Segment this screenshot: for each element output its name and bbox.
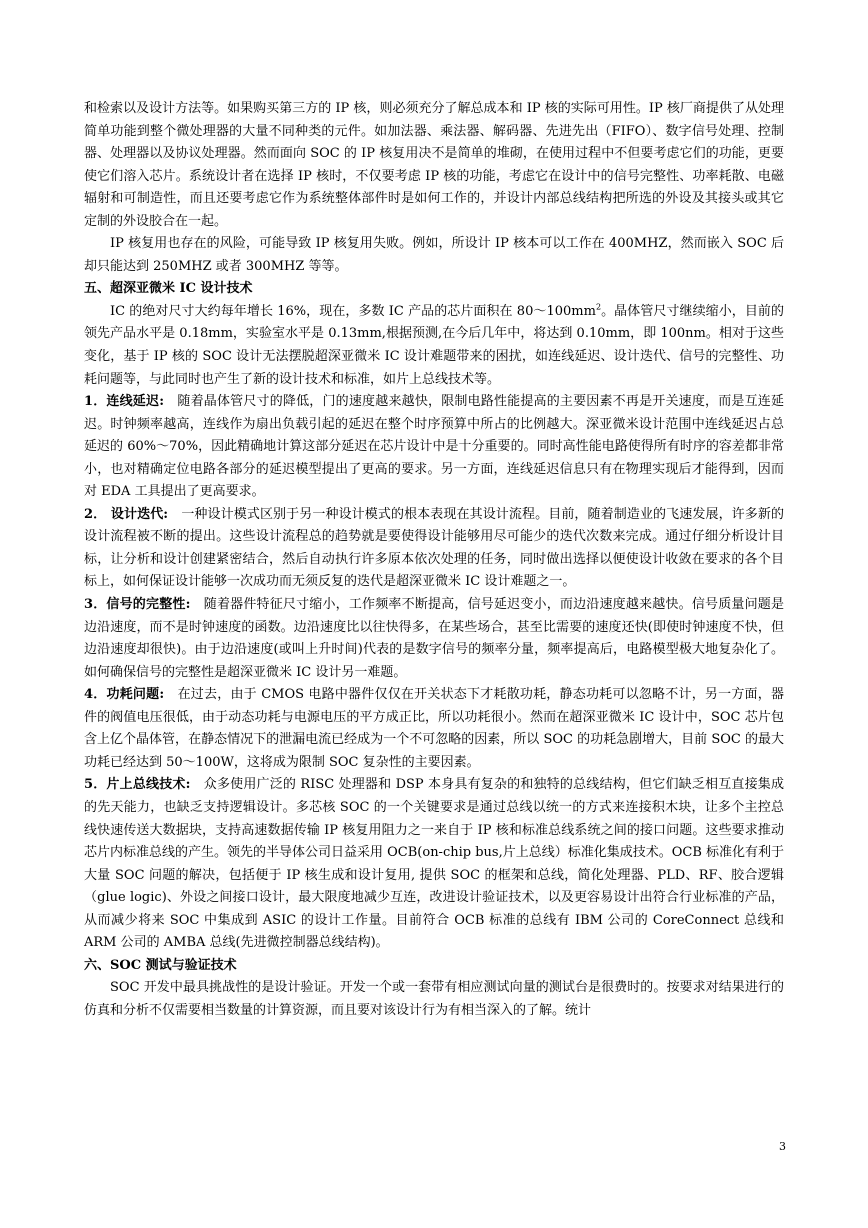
- superscript-2: 2: [595, 302, 602, 312]
- section-heading-5: 五、超深亚微米 IC 设计技术: [84, 281, 253, 297]
- item-signal-integrity: [84, 594, 784, 684]
- item-on-chip-bus: [84, 774, 784, 954]
- item-label: 4．功耗问题:: [84, 687, 165, 703]
- item-design-iteration: [84, 504, 784, 594]
- section-5-intro-text-cont: 。晶体管尺寸继续缩小，目前的领先产品水平是 0.18mm，实验室水平是 0.13mm,根据预测,在今后几年中，将达到 0.10mm，即 100nm。相对于这些变化，基于 IP 核的 SOC 设计无法摆脱超深亚微米 IC 设计难题带来的困扰，如连线延迟、设计迭代、信号的完整性、功耗问题等，与此同时也产生了新的设计技术和标准，如片上总线技术等。: [84, 303, 784, 387]
- item-label: 5．片上总线技术:: [84, 777, 191, 793]
- section-5-intro-text: IC 的绝对尺寸大约每年增长 16%，现在，多数 IC 产品的芯片面积在 80～100mm: [110, 303, 596, 319]
- paragraph-ip-core-risk: IP 核复用也存在的风险，可能导致 IP 核复用失败。例如，所设计 IP 核本可以工作在 400MHZ，然而嵌入 SOC 后却只能达到 250MHZ 或者 300MHZ 等等。: [84, 236, 784, 274]
- item-text: 众多使用广泛的 RISC 处理器和 DSP 本身具有复杂的和独特的总线结构，但它们缺乏相互直接集成的先天能力，也缺乏支持逻辑设计。多芯核 SOC 的一个关键要求是通过总线以统一的方式来连接积木块，让多个主控总线快速传送大数据块，支持高速数据传输 IP 核复用阻力之一来自于 IP 核和标准总线系统之间的接口问题。这些要求推动芯片内标准总线的产生。领先的半导体公司日益采用 OCB(on-chip bus,片上总线）标准化集成技术。OCB 标准化有利于大量 SOC 问题的解决，包括便于 IP 核生成和设计复用, 提供 SOC 的框架和总线，简化处理器、PLD、RF、胶合逻辑（glue logic)、外设之间接口设计，最大限度地减少互连，改进设计验证技术，以及更容易设计出符合行业标准的产品，从而减少将来 SOC 中集成到 ASIC 的设计工作量。目前符合 OCB 标准的总线有 IBM 公司的 CoreConnect 总线和 ARM 公司的 AMBA 总线(先进微控制器总线结构)。: [84, 777, 785, 951]
- item-wire-delay: [84, 391, 784, 504]
- item-text: 在过去，由于 CMOS 电路中器件仅仅在开关状态下才耗散功耗，静态功耗可以忽略不计，另一方面，器件的阀值电压很低，由于动态功耗与电源电压的平方成正比，所以功耗很小。然而在超深亚微米 IC 设计中，SOC 芯片包含上亿个晶体管，在静态情况下的泄漏电流已经成为一个不可忽略的因素，所以 SOC 的功耗急剧增大，目前 SOC 的最大功耗已经达到 50～100W，这将成为限制 SOC 复杂性的主要因素。: [84, 687, 784, 770]
- item-text: 随着器件特征尺寸缩小，工作频率不断提高，信号延迟变小，而边沿速度越来越快。信号质量问题是边沿速度，而不是时钟速度的函数。边沿速度比以往快得多，在某些场合，甚至比需要的速度还快(即使时钟速度不快，但边沿速度却很快)。由于边沿速度(或叫上升时间)代表的是数字信号的频率分量，频率提高后，电路模型极大地复杂化了。如何确保信号的完整性是超深亚微米 IC 设计另一难题。: [84, 597, 784, 680]
- section-5-intro: [84, 301, 784, 391]
- item-text: 一种设计模式区别于另一种设计模式的根本表现在其设计流程。目前，随着制造业的飞速发展，许多新的设计流程被不断的提出。这些设计流程总的趋势就是要使得设计能够用尽可能少的迭代次数来完成。通过仔细分析设计目标，让分析和设计创建紧密结合，然后自动执行许多原本依次处理的任务，同时做出选择以便使设计收敛在要求的各个目标上，如何保证设计能够一次成功而无须反复的迭代是超深亚微米 IC 设计难题之一。: [84, 506, 784, 590]
- section-6-intro: SOC 开发中最具挑战性的是设计验证。开发一个或一套带有相应测试向量的测试台是很费时的。按要求对结果进行的仿真和分析不仅需要相当数量的计算资源，而且要对该设计行为有相当深入的了解。统计: [84, 980, 784, 1018]
- section-heading-6: 六、SOC 测试与验证技术: [84, 957, 237, 973]
- body-text: [84, 98, 784, 1022]
- item-label: 3．信号的完整性:: [84, 597, 191, 613]
- item-label: 2． 设计迭代:: [84, 506, 169, 522]
- page-number: 3: [779, 1140, 786, 1153]
- item-label: 1．连线延迟:: [84, 394, 164, 410]
- paragraph-ip-core-overview: 和检索以及设计方法等。如果购买第三方的 IP 核，则必须充分了解总成本和 IP 核的实际可用性。IP 核厂商提供了从处理简单功能到整个微处理器的大量不同种类的元件。如加法器、乘法器、解码器、先进先出（FIFO）、数字信号处理、控制器、处理器以及协议处理器。然而面向 SOC 的 IP 核复用决不是简单的堆砌，在使用过程中不但要考虑它们的功能，更要使它们溶入芯片。系统设计者在选择 IP 核时，不仅要考虑 IP 核的功能，考虑它在设计中的信号完整性、功率耗散、电磁辐射和可制造性，而且还要考虑它作为系统整体部件时是如何工作的，并设计内部总线结构把所选的外设及其接头或其它定制的外设胶合在一起。: [84, 101, 784, 229]
- item-power-issue: [84, 684, 784, 774]
- item-text: 随着晶体管尺寸的降低，门的速度越来越快，限制电路性能提高的主要因素不再是开关速度，而是互连延迟。时钟频率越高，连线作为扇出负载引起的延迟在整个时序预算中所占的比例越大。深亚微米设计范围中连线延迟占总延迟的 60%～70%，因此精确地计算这部分延迟在芯片设计中是十分重要的。同时高性能电路使得所有时序的容差都非常小，也对精确定位电路各部分的延迟模型提出了更高的要求。另一方面，连线延迟信息只有在物理实现后才能得到，因而对 EDA 工具提出了更高要求。: [84, 394, 784, 500]
